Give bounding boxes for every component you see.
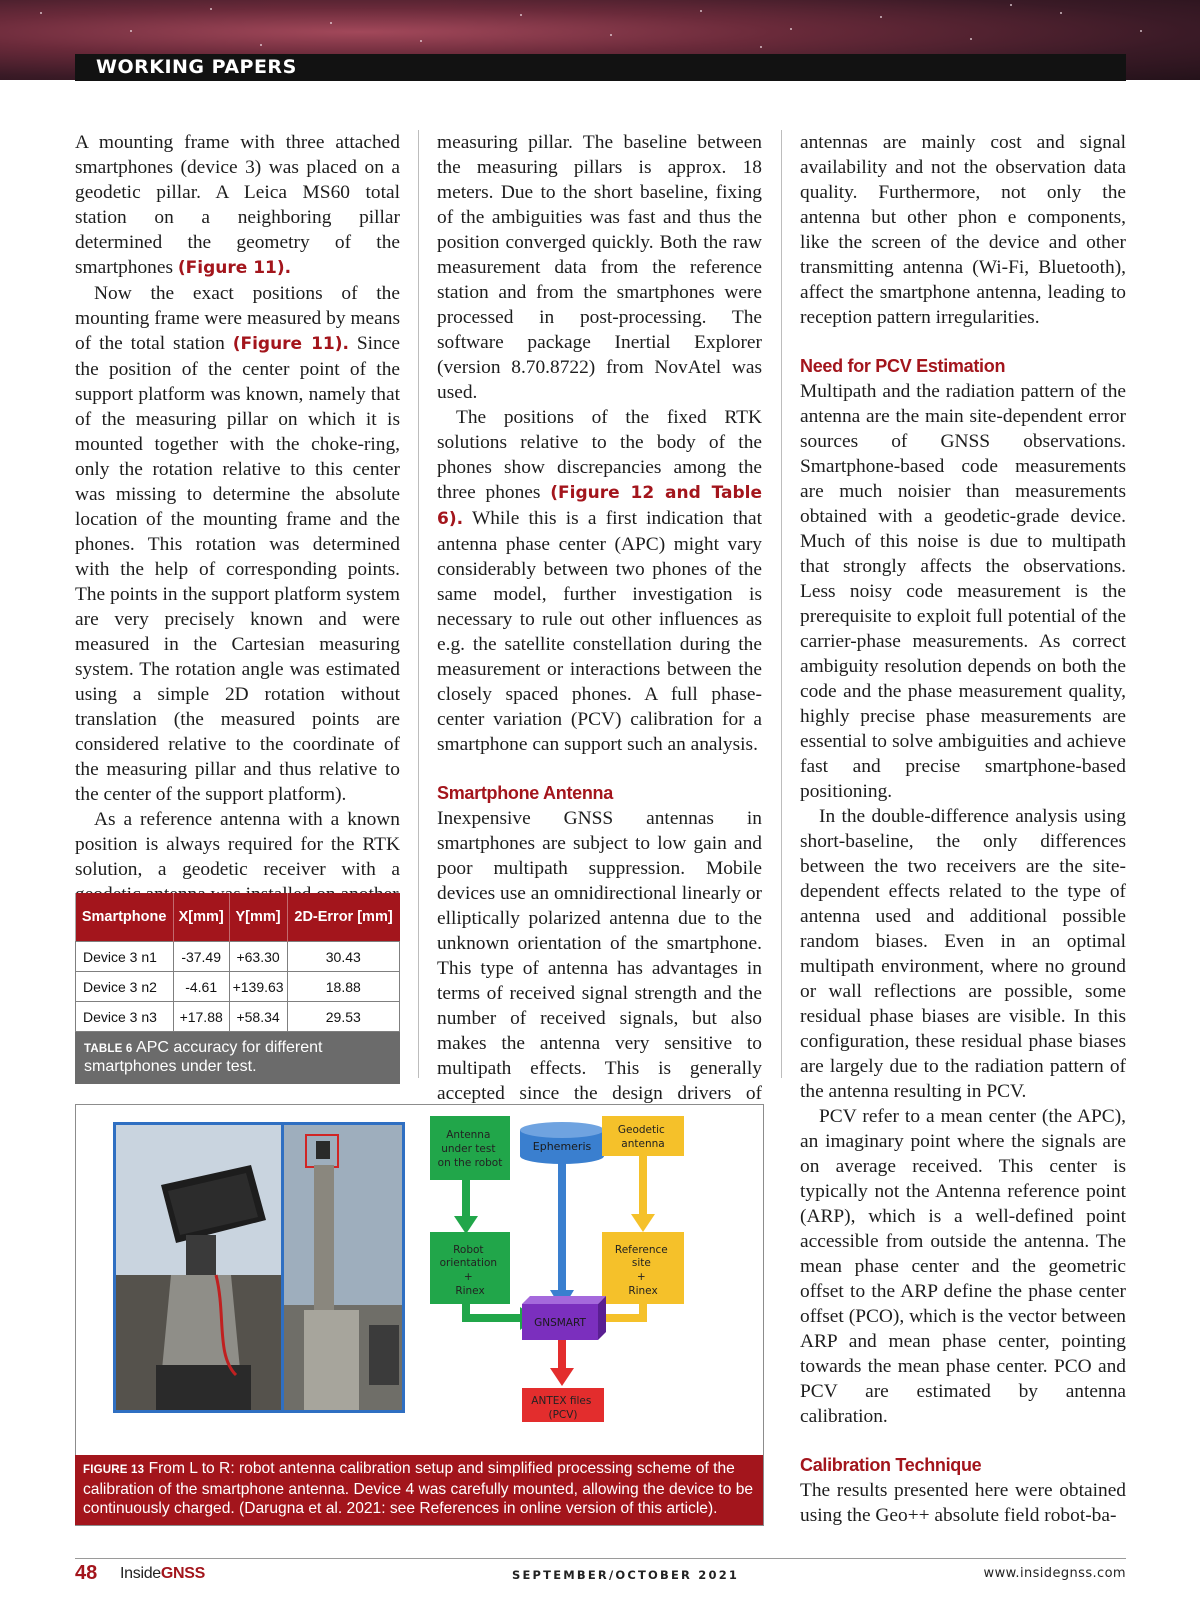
paragraph: Inexpensive GNSS antennas in smartphones are subject to low gain and poor multipath suppression. Mobile devices use an omnidirectional linearly or elliptically polarized antenna due to the unknown orientation of the smartphone. This type of antenna has advantages in terms of received signal strength and the number of received signals, but also makes the antenna very sensitive to multipath effects. This is generally accepted since the design drivers of (437, 808, 762, 1104)
red-connector (558, 1338, 566, 1370)
section-heading: Need for PCV Estimation (800, 356, 1006, 376)
green-connector-3 (462, 1314, 522, 1322)
issue-date: SEPTEMBER/OCTOBER 2021 (512, 1568, 740, 1582)
paragraph: antennas are mainly cost and signal availability and not the observation data quality. Furthermore, not only the antenna but other phon e components, like the screen of the device and other transmitting antenna (Wi-Fi, Bluetooth), affect the smartphone antenna, leading to reception pattern irregularities. (800, 132, 1126, 328)
table-header-row (76, 893, 400, 942)
figure-caption (75, 1455, 763, 1525)
table-cell: Device 3 n3 (76, 1002, 174, 1032)
yellow-connector-3 (602, 1314, 647, 1322)
text: Since the position of the center point of the support platform was known, namely that of the measuring pillar on which it is mounted together with the choke-ring, only the rotation relative to this center was missing to determine the absolute location of the mounting frame and the phones. This rotation was determined with the help of corresponding points. The points in the support platform system are very precisely known and were measured in the Cartesian measuring system. The rotation angle was estimated using a simple 2D rotation without translation (the measured points are considered relative to the coordinate of the measuring pillar and thus relative to the center of the support platform). (75, 333, 400, 805)
table-caption-text: APC accuracy for different smartphones under test. (84, 1039, 323, 1075)
paragraph: PCV refer to a mean center (the APC), an imaginary point where the signals are on average received. This center is typically not the Antenna reference point (ARP), which is a well-defined point accessible from outside the antenna. The mean phase center and the geometric offset to the ARP define the phase center offset (PCO), which is the vector between ARP and mean phase center, pointing towards the mean phase center. PCO and PCV are estimated by antenna calibration. (800, 1106, 1126, 1427)
table-cell: +139.63 (229, 972, 287, 1002)
table-cell: +58.34 (229, 1002, 287, 1032)
table-row (76, 942, 400, 972)
label-line: Rinex (455, 1285, 485, 1297)
figure-ref[interactable]: (Figure 12 and Table 6). (437, 483, 762, 529)
label-line: site (631, 1257, 651, 1269)
pillar-photo-art (284, 1125, 402, 1410)
gnsmart-box-top (522, 1296, 606, 1304)
geodetic-antenna-box (602, 1116, 684, 1156)
text: While this is a first indication that antenna phase center (APC) might vary considerably between two phones of the same model, further investigation is necessary to rule out other influences as e.g. the satellite constellation during the measurement or interactions between the closely spaced phones. A full phase-center variation (PCV) calibration for a smartphone can support such an analysis. (437, 508, 762, 755)
yellow-connector (639, 1156, 647, 1216)
label-line: orientation (439, 1257, 498, 1269)
table-cell: 29.53 (287, 1002, 399, 1032)
column-header: X[mm] (173, 893, 229, 942)
footer-rule (75, 1558, 1126, 1559)
table-cell: Device 3 n1 (76, 942, 174, 972)
green-connector (462, 1180, 470, 1218)
robot-photo-art (116, 1125, 283, 1410)
paragraph: In the double-difference analysis using short-baseline, the only differences between the two receivers are the site-dependent effects related to the type of antenna used and additional possible random biases. Even in an optimal multipath environment, where no ground or wall reflections are possible, some residual phase biases are visible. In this configuration, these residual phase biases are largely due to the radiation pattern of the antenna resulting in PCV. (800, 806, 1126, 1102)
label-line: Antenna (446, 1129, 491, 1141)
yellow-arrow (631, 1214, 655, 1232)
paragraph (75, 130, 400, 281)
column-rule-1 (418, 130, 419, 1078)
antenna-under-test-label (438, 1129, 503, 1169)
figure-ref[interactable]: (Figure 11). (177, 258, 292, 278)
column-2 (437, 130, 762, 1131)
column-1 (75, 130, 400, 907)
table-caption (75, 1032, 400, 1084)
text: Now the exact positions of the mounting frame were measured by means of the total station (75, 283, 400, 354)
figure-caption-label: FIGURE 13 (83, 1464, 145, 1476)
table-6 (75, 893, 400, 1084)
label-line: ANTEX files (531, 1395, 592, 1407)
gnsmart-label: GNSMART (534, 1317, 586, 1329)
blue-connector (558, 1154, 566, 1292)
table-cell: -37.49 (173, 942, 229, 972)
table-row (76, 972, 400, 1002)
ephemeris-cylinder-top (520, 1122, 604, 1138)
column-header: Y[mm] (229, 893, 287, 942)
label-line: on the robot (437, 1157, 503, 1169)
text: A mounting frame with three attached smartphones (device 3) was placed on a geodetic pillar. A Leica MS60 total station on a neighboring pillar determined the geometry of the smartphones (75, 132, 400, 278)
page-number: 48 (75, 1562, 98, 1584)
robot-setup-photo (113, 1122, 286, 1413)
label-line: + (636, 1271, 646, 1283)
column-header: Smartphone (76, 893, 174, 942)
column-rule-2 (781, 130, 782, 1078)
table-cell: 30.43 (287, 942, 399, 972)
table-cell: +17.88 (173, 1002, 229, 1032)
label-line: Rinex (628, 1285, 658, 1297)
red-arrow (550, 1368, 574, 1386)
apc-accuracy-table (75, 893, 400, 1032)
table-cell: -4.61 (173, 972, 229, 1002)
section-heading: Calibration Technique (800, 1455, 982, 1475)
paragraph (437, 405, 762, 757)
pillar-photo (281, 1122, 405, 1413)
label-line: Robot (453, 1244, 484, 1256)
table-row (76, 1002, 400, 1032)
publication-prefix: Inside (120, 1565, 161, 1582)
table-cell: Device 3 n2 (76, 972, 174, 1002)
section-label: WORKING PAPERS (96, 56, 297, 78)
paragraph (75, 281, 400, 807)
table-caption-label: TABLE 6 (84, 1043, 133, 1055)
paragraph: Multipath and the radiation pattern of the antenna are the main site-dependent error sources of GNSS observations. Smartphone-based code measurements are much noisier than measurements obtained with a geodetic-grade device. Much of this noise is due to multipath that strongly affects the observations. Less noisy code measurement is the prerequisite to exploit full potential of the carrier-phase measurements. As correct ambiguity resolution depends on both the code and the phase measurement quality, highly precise phase measurements are essential to solve ambiguities and achieve fast and precise smartphone-based positioning. (800, 381, 1126, 802)
column-3 (800, 130, 1126, 1528)
table-cell: 18.88 (287, 972, 399, 1002)
label-line: under test (441, 1143, 496, 1155)
label-line: Geodetic (617, 1124, 665, 1136)
paragraph: As a reference antenna with a known position is always required for the RTK solution, a geodetic receiver with a (75, 809, 400, 880)
paragraph: measuring pillar. The baseline between the measuring pillars is approx. 18 meters. Due to the short baseline, fixing of the ambiguities was fast and thus the position converged quickly. Both the raw measurement data from the reference station and from the smartphones were processed in post-processing. The software package Inertial Explorer (version 8.70.8722) from NovAtel was used. (437, 132, 762, 403)
label-line: (PCV) (548, 1409, 578, 1421)
publication-name (120, 1565, 205, 1583)
website-link[interactable]: www.insidegnss.com (983, 1566, 1126, 1581)
figure-ref[interactable]: (Figure 11). (232, 334, 349, 354)
table-cell: +63.30 (229, 942, 287, 972)
label-line: + (463, 1271, 473, 1283)
processing-scheme-diagram (430, 1112, 760, 1422)
section-heading: Smartphone Antenna (437, 783, 613, 803)
label-line: antenna (621, 1138, 665, 1150)
column-header: 2D-Error [mm] (287, 893, 399, 942)
publication-suffix: GNSS (160, 1565, 206, 1582)
figure-caption-text: From L to R: robot antenna calibration setup and simplified processing scheme of the calibration of the smartphone antenna. Device 4 was carefully mounted, allowing the device to be continuously charged. (Darugna et al. 2021: see References in online version of this article). (83, 1460, 754, 1517)
text: The positions of the fixed RTK solutions relative to the body of the phones show discrepancies among the three phones (437, 407, 762, 503)
paragraph: The results presented here were obtained using the Geo++ absolute field robot-ba- (800, 1480, 1126, 1526)
label-line: Reference (614, 1244, 668, 1256)
green-arrow (454, 1216, 478, 1234)
ephemeris-label: Ephemeris (532, 1140, 592, 1153)
